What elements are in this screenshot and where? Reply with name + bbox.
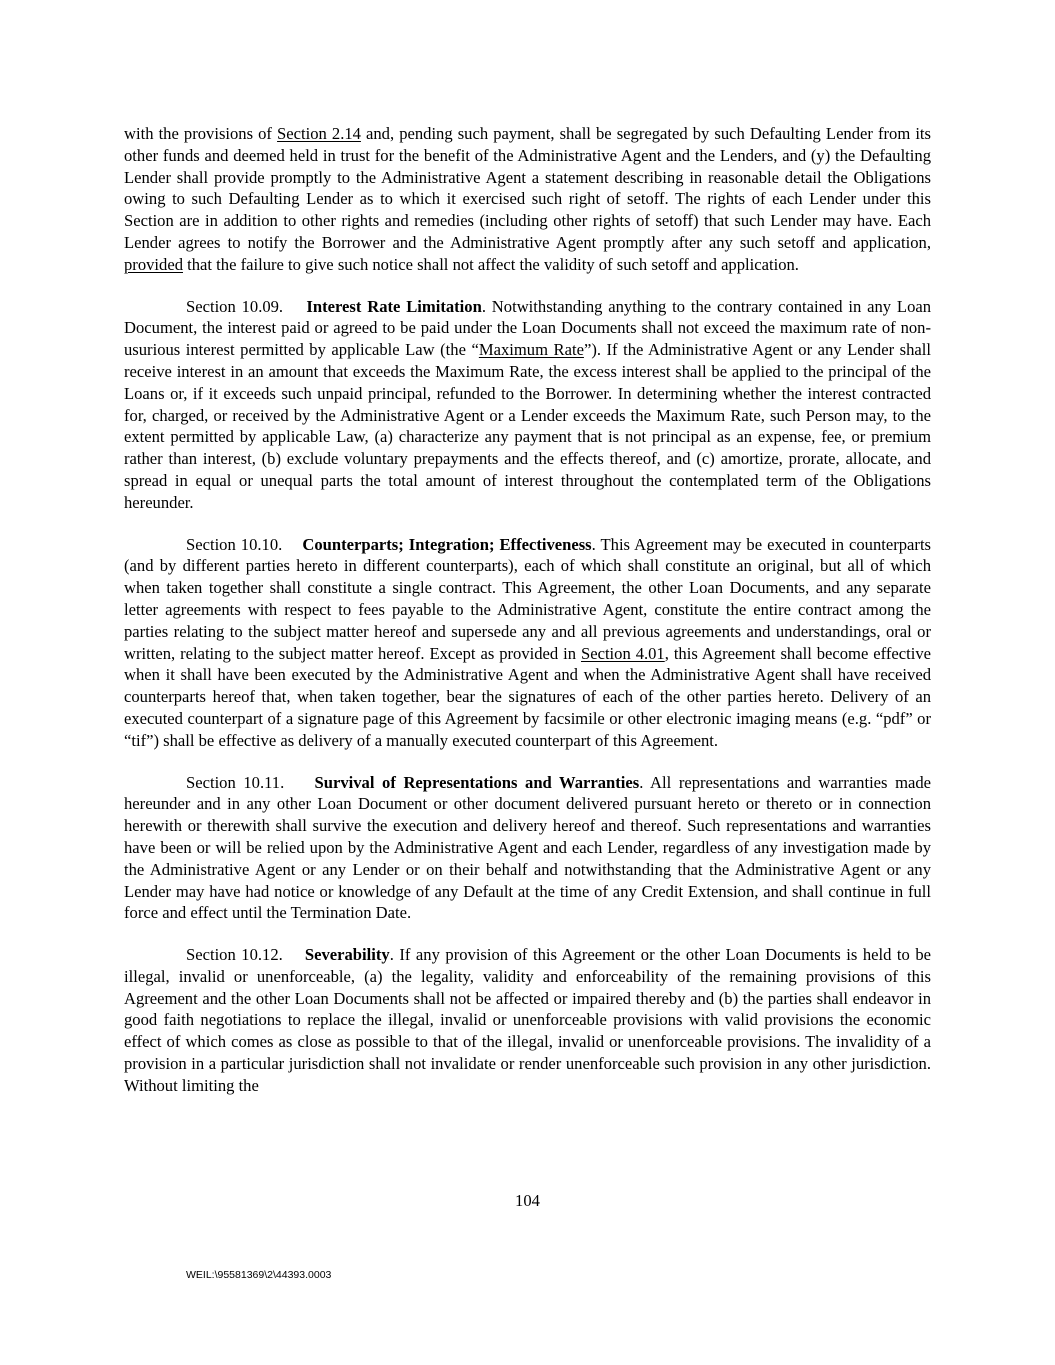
section-10-12-paragraph bbox=[124, 944, 931, 1097]
text-run: . If any provision of this Agreement or the other Loan Documents is held to be illegal, invalid or unenforceable, (a) the legality, validity and enforceability of the remaining provisions of this Agreement and the other Loan Documents shall not be affected or impaired thereby and (b) the parties shall endeavor in good faith negotiations to replace the illegal, invalid or unenforceable provisions with valid provisions the economic effect of which comes as close as possible to that of the illegal, invalid or unenforceable provisions. The invalidity of a provision in a particular jurisdiction shall not invalidate or render unenforceable such provision in any other jurisdiction. Without limiting the bbox=[124, 945, 932, 1095]
section-number: Section 10.12. bbox=[186, 945, 283, 965]
section-10-10-paragraph bbox=[124, 534, 931, 752]
section-heading: Severability bbox=[304, 945, 390, 965]
section-number: Section 10.11. bbox=[186, 772, 285, 792]
section-heading: Survival of Representations and Warranties bbox=[314, 772, 640, 792]
document-footer-id: WEIL:\95581369\2\44393.0003 bbox=[186, 1269, 332, 1281]
section-10-09-paragraph bbox=[124, 296, 931, 514]
term-provided: provided bbox=[124, 254, 183, 274]
text-run: with the provisions of bbox=[124, 124, 278, 143]
defined-term-maximum-rate: Maximum Rate bbox=[478, 340, 584, 360]
page-body bbox=[124, 123, 931, 1097]
section-heading: Interest Rate Limitation bbox=[306, 296, 482, 316]
cross-reference-section-4-01: Section 4.01 bbox=[580, 643, 665, 663]
text-run: and, pending such payment, shall be segregated by such Defaulting Lender from its other funds and deemed held in trust for the benefit of the Administrative Agent and the Lenders, and (y) the Defaulting Lender shall provide promptly to the Administrative Agent a statement describing in reasonable detail the Obligations owing to such Defaulting Lender as to which it exercised such right of setoff. The rights of each Lender under this Section are in addition to other rights and remedies (including other rights of setoff) that such Lender may have. Each Lender agrees to notify the Borrower and the Administrative Agent promptly after any such setoff and application, bbox=[124, 124, 931, 252]
section-number: Section 10.09. bbox=[186, 296, 284, 316]
text-run: that the failure to give such notice shall not affect the validity of such setoff and application. bbox=[183, 254, 799, 274]
section-heading: Counterparts; Integration; Effectiveness bbox=[302, 534, 592, 554]
text-run: ”). If the Administrative Agent or any Lender shall receive interest in an amount that exceeds the Maximum Rate, the excess interest shall be applied to the principal of the Loans or, if it exceeds such unpaid principal, refunded to the Borrower. In determining whether the interest contracted for, charged, or received by the Administrative Agent or a Lender exceeds the Maximum Rate, such Person may, to the extent permitted by applicable Law, (a) characterize any payment that is not principal as an expense, fee, or premium rather than interest, (b) exclude voluntary prepayments and the effects thereof, and (c) amortize, prorate, allocate, and spread in equal or unequal parts the total amount of interest throughout the contemplated term of the Obligations hereunder. bbox=[124, 340, 931, 512]
text-run: . Notwithstanding anything to the contrary contained in any Loan Document, the interest paid or agreed to be paid under the Loan Documents shall not exceed the maximum rate of non-usurious interest permitted by applicable Law (the “ bbox=[124, 296, 932, 360]
text-run: . This Agreement may be executed in counterparts (and by different parties hereto in different counterparts), each of which shall constitute an original, but all of which when taken together shall constitute a single contract. This Agreement, the other Loan Documents, and any separate letter agreements with respect to fees payable to the Administrative Agent, constitute the entire contract among the parties relating to the subject matter hereof and supersede any and all previous agreements and understandings, oral or written, relating to the subject matter hereof. Except as provided in bbox=[124, 534, 932, 663]
text-run: , this Agreement shall become effective when it shall have been executed by the Administrative Agent and when the Administrative Agent shall have received counterparts hereof that, when taken together, bear the signatures of each of the other parties hereto. Delivery of an executed counterpart of a signature page of this Agreement by facsimile or other electronic imaging means (e.g. “pdf” or “tif”) shall be effective as delivery of a manually executed counterpart of this Agreement. bbox=[124, 643, 931, 750]
text-run: . All representations and warranties made hereunder and in any other Loan Document or other document delivered pursuant hereto or thereto or in connection herewith or therewith shall survive the execution and delivery hereof and thereof. Such representations and warranties have been or will be relied upon by the Administrative Agent and each Lender, regardless of any investigation made by the Administrative Agent or any Lender or on their behalf and notwithstanding that the Administrative Agent or any Lender may have had notice or knowledge of any Default at the time of any Credit Extension, and shall continue in full force and effect until the Termination Date. bbox=[124, 772, 932, 923]
section-10-11-paragraph bbox=[124, 772, 931, 925]
page-number: 104 bbox=[515, 1191, 540, 1210]
paragraph-continuation bbox=[124, 123, 931, 276]
cross-reference-section-2-14: Section 2.14 bbox=[277, 124, 361, 143]
section-number: Section 10.10. bbox=[186, 534, 283, 554]
